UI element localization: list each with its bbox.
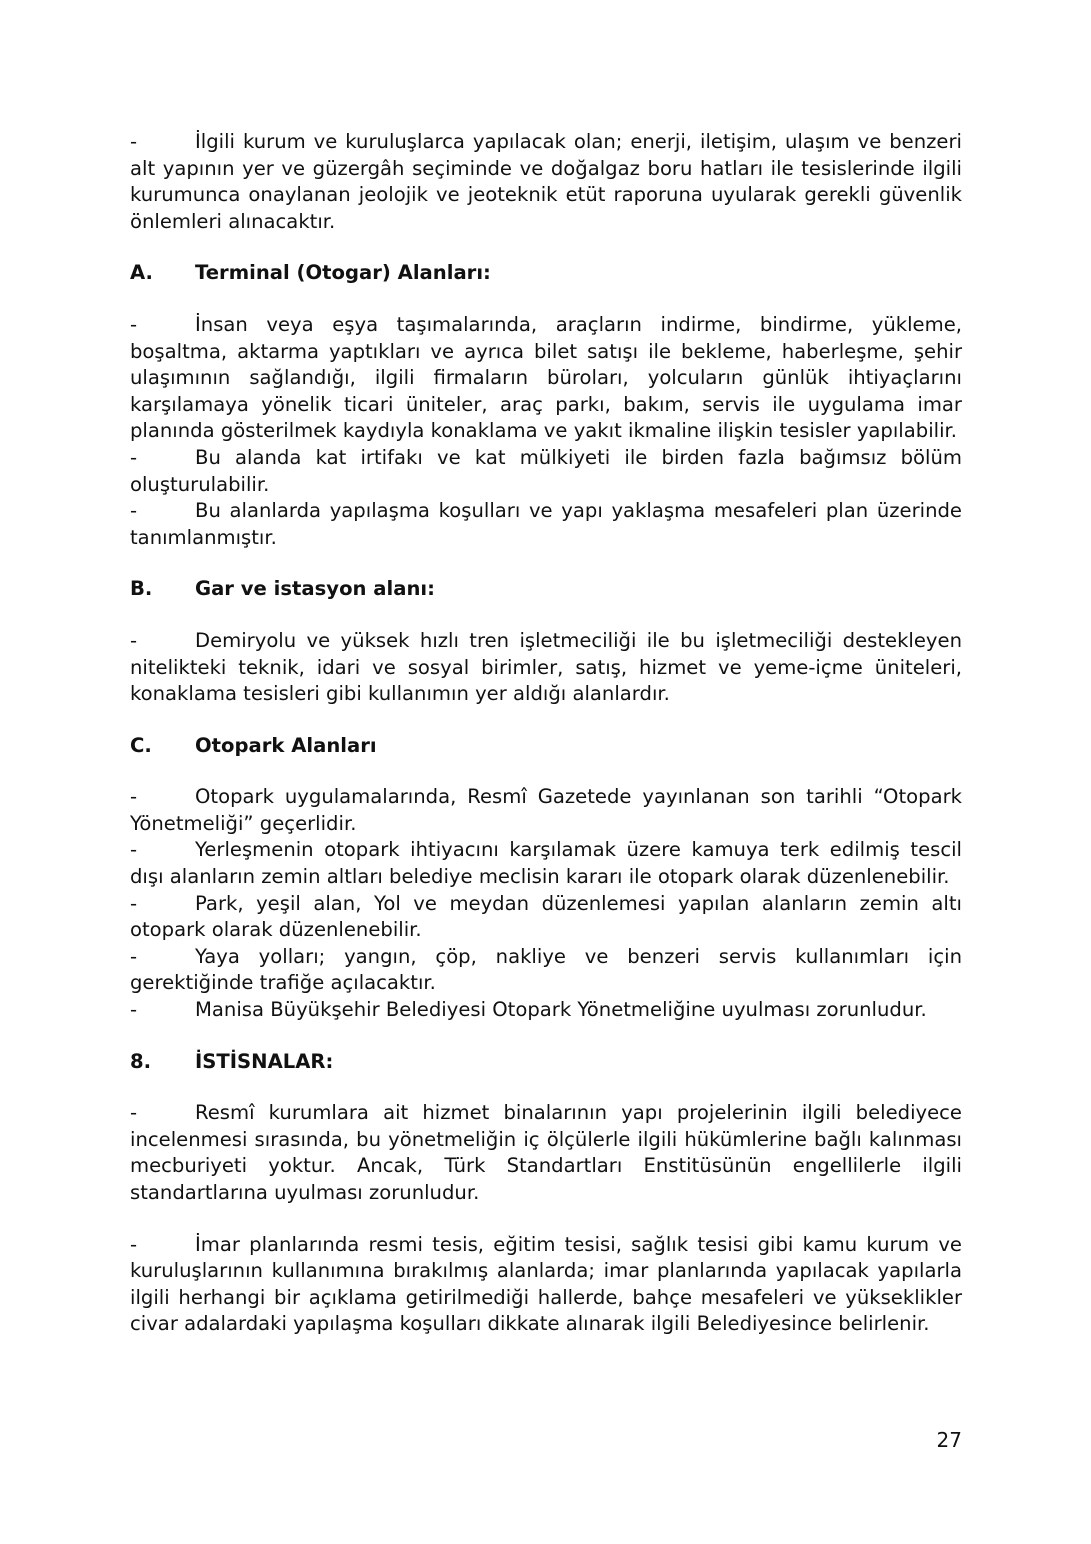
section-title: Otopark Alanları <box>195 733 377 757</box>
bullet-dash: - <box>130 785 138 809</box>
section-number: A. <box>130 261 153 285</box>
bullet-dash: - <box>130 1232 138 1256</box>
list-item <box>130 498 962 551</box>
paragraph-text: Bu alanlarda yapılaşma koşulları ve yapı yaklaşma mesafeleri plan üzerinde tanımlanmıştır. <box>130 499 962 549</box>
bullet-dash: - <box>130 998 138 1022</box>
paragraph-text: Demiryolu ve yüksek hızlı tren işletmeciliği ile bu işletmeciliği destekleyen nitelikteki teknik, idari ve sosyal birimler, satış, hizmet ve yeme-içme üniteleri, konaklama tesisleri gibi kullanımın yer aldığı alanlardır. <box>130 628 962 706</box>
section-number: C. <box>130 733 152 757</box>
paragraph-text: Yaya yolları; yangın, çöp, nakliye ve benzeri servis kullanımları için gerektiğinde trafiğe açılacaktır. <box>130 944 962 995</box>
list-item <box>130 628 962 708</box>
list-item <box>130 837 962 890</box>
bullet-dash: - <box>130 1101 138 1125</box>
section-title: İSTİSNALAR: <box>195 1049 334 1073</box>
paragraph-text: Bu alanda kat irtifakı ve kat mülkiyeti ile birden fazla bağımsız bölüm oluşturulabilir. <box>130 445 962 496</box>
paragraph-text: Manisa Büyükşehir Belediyesi Otopark Yönetmeliğine uyulması zorunludur. <box>195 998 927 1022</box>
bullet-dash: - <box>130 445 138 469</box>
paragraph-text: Otopark uygulamalarında, Resmî Gazetede yayınlanan son tarihli “Otopark Yönetmeliği” geçerlidir. <box>130 785 962 835</box>
paragraph-text: İlgili kurum ve kuruluşlarca yapılacak olan; enerji, iletişim, ulaşım ve benzeri alt yapının yer ve güzergâh seçiminde ve doğalgaz boru hatları ile tesislerinde ilgili kurumunca onaylanan jeolojik ve jeoteknik etüt raporuna uyularak gerekli güvenlik önlemleri alınacaktır. <box>130 130 962 233</box>
section-number: 8. <box>130 1049 152 1073</box>
intro-paragraph <box>130 129 962 235</box>
page-content <box>130 129 962 1338</box>
paragraph-text: Yerleşmenin otopark ihtiyacını karşılamak üzere kamuya terk edilmiş tescil dışı alanların zemin altları belediye meclisin kararı ile otopark olarak düzenlenebilir. <box>130 838 962 889</box>
list-item <box>130 784 962 837</box>
list-item <box>130 1232 962 1338</box>
list-item <box>130 997 962 1024</box>
list-item <box>130 445 962 498</box>
bullet-dash: - <box>130 499 138 523</box>
bullet-dash: - <box>130 628 138 652</box>
list-item <box>130 944 962 997</box>
paragraph-text: İmar planlarında resmi tesis, eğitim tesisi, sağlık tesisi gibi kamu kurum ve kuruluşlarının kullanımına bırakılmış alanlarda; imar planlarında yapılacak yapılarla ilgili herhangi bir açıklama getirilmediği hallerde, bahçe mesafeleri ve yükseklikler civar adalardaki yapılaşma koşulları dikkate alınarak ilgili Belediyesince belirlenir. <box>130 1232 962 1336</box>
section-heading-exceptions <box>130 1049 962 1076</box>
section-heading-b <box>130 576 962 603</box>
bullet-dash: - <box>130 944 138 968</box>
paragraph-text: Park, yeşil alan, Yol ve meydan düzenlemesi yapılan alanların zemin altı otopark olarak düzenlenebilir. <box>130 891 962 942</box>
paragraph-text: İnsan veya eşya taşımalarında, araçların indirme, bindirme, yükleme, boşaltma, aktarma yaptıkları ve ayrıca bilet satışı ile bekleme, haberleşme, şehir ulaşımının sağlandığı, ilgili firmaların büroları, yolcuların günlük ihtiyaçlarını karşılamaya yönelik ticari üniteler, araç parkı, bakım, servis ile uygulama imar planında gösterilmek kaydıyla konaklama ve yakıt ikmaline ilişkin tesisler yapılabilir. <box>130 312 962 443</box>
bullet-dash: - <box>130 838 138 862</box>
list-item <box>130 891 962 944</box>
list-item <box>130 1100 962 1206</box>
paragraph-text: Resmî kurumlara ait hizmet binalarının yapı projelerinin ilgili belediyece incelenmesi sırasında, bu yönetmeliğin iç ölçülerle ilgili hükümlerine bağlı kalınması mecburiyeti yoktur. Ancak, Türk Standartları Enstitüsünün engellilerle ilgili standartlarına uyulması zorunludur. <box>130 1101 962 1204</box>
list-item <box>130 312 962 445</box>
section-title: Gar ve istasyon alanı: <box>195 577 435 601</box>
section-title: Terminal (Otogar) Alanları: <box>195 261 491 285</box>
page-number: 27 <box>936 1428 962 1452</box>
bullet-dash: - <box>130 891 138 915</box>
bullet-dash: - <box>130 312 138 336</box>
section-heading-a <box>130 260 962 287</box>
section-number: B. <box>130 577 153 601</box>
bullet-dash: - <box>130 130 138 153</box>
section-heading-c <box>130 733 962 760</box>
